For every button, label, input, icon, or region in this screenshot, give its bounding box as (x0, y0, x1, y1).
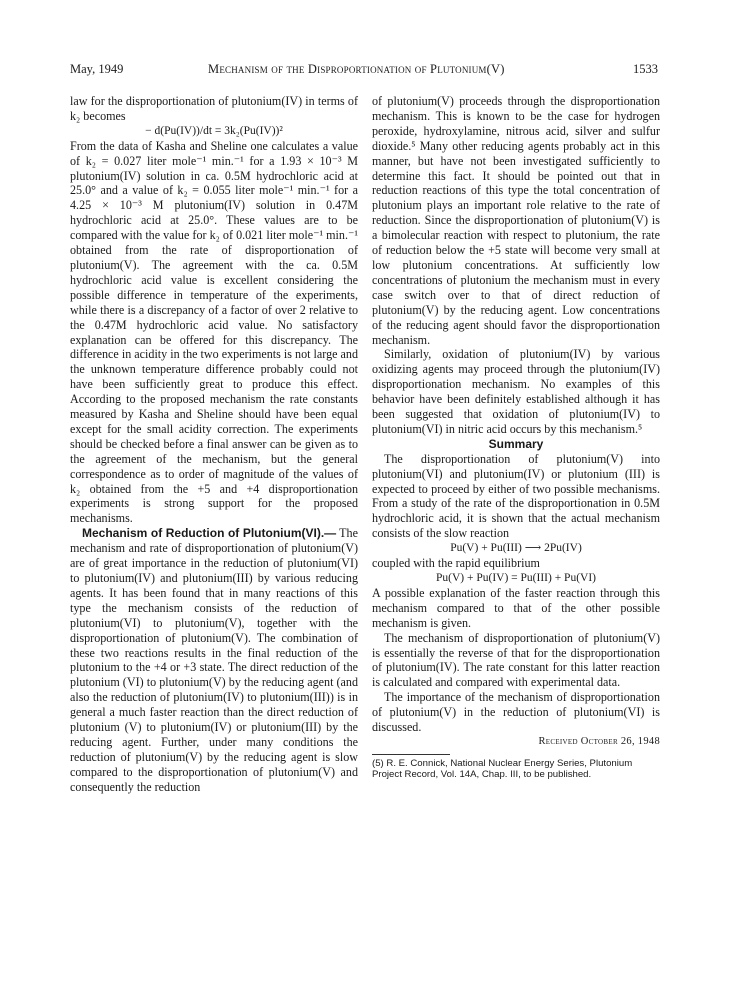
summary-coupled-text: coupled with the rapid equilibrium (372, 556, 540, 571)
slow-reaction-equation: Pu(V) + Pu(III) ⟶ 2Pu(IV) (450, 542, 582, 555)
summary-paragraph-1: The disproportionation of plutonium(V) into plutonium(VI) and plutonium(IV) or plutonium (III) is expected to proceed by either of two possible mechanisms. From a study of the rate of the disproportionation in 0.5M hydrochloric acid, it is shown that the actual mechanism consists of the slow reaction (372, 451, 660, 541)
received-date: Received October 26, 1948 (538, 735, 660, 747)
summary-heading: Summary (488, 436, 544, 451)
running-title: Mechanism of the Disproportionation of Plutonium(V) (208, 62, 505, 76)
left-paragraph-3-text: The mechanism and rate of disproportionation of plutonium(V) are of great importance in the reduction of plutonium(VI) to plutonium(IV) and plutonium(III) by various reducing agents. It has been found that in many reactions of this type the mechanism consists of the reduction of plutonium(VI) to plutonium(V), together with the disproportionation of plutonium(V). The combination of these two reactions results in the final reduction of the plutonium to the +4 or +3 state. The direct reduction of the plutonium (VI) to plutonium(V) by the reducing agent (and also the reduction of plutonium(IV) to plutonium(III)) is in general a much faster reaction than the direct reduction of plutonium (V) to plutonium(IV) or plutonium(III) by the reducing agent. Further, under many conditions the reduction of plutonium(V) by the reducing agent is slow compared to the disproportionation of plutonium(V) and consequently the reduction (70, 526, 358, 794)
summary-paragraph-3: The importance of the mechanism of disproportionation of plutonium(V) in the reduction of plutonium(VI) is discussed. (372, 690, 660, 735)
page-number: 1533 (633, 62, 658, 76)
summary-explanation: A possible explanation of the faster reaction through this mechanism compared to that of the other possible mechanism is given. (372, 585, 660, 630)
right-paragraph-1: of plutonium(V) proceeds through the disproportionation mechanism. This is known to be the case for hydrogen peroxide, hydroxylamine, nitrous acid, silver and sulfur dioxide.⁵ Many other reducing agents probably act in this manner, but have not been investigated sufficiently to determine this fact. It should be pointed out that in reduction reactions of this type the total concentration of plutonium plays an important role relative to the rate of reduction. Since the disproportionation of plutonium(V) is a bimolecular reaction with respect to plutonium, the rate of reduction below the +5 state will become very small at low plutonium concentrations. At sufficiently low concentrations of plutonium the mechanism must in every case switch over to that of direct reduction of plutonium(V) by the reducing agent. Low concentrations of the reducing agent should favor the disproportionation mechanism. (372, 94, 660, 347)
summary-paragraph-2: The mechanism of disproportionation of plutonium(V) is essentially the reverse of that for the disproportionation of plutonium(IV). The rate constant for this latter reaction is calculated and compared with experimental data. (372, 630, 660, 690)
rate-law-equation: − d(Pu(IV))/dt = 3k₂(Pu(IV))² (145, 124, 283, 137)
section-heading-reduction: Mechanism of Reduction of Plutonium(VI).— (82, 526, 337, 541)
issue-date: May, 1949 (70, 62, 124, 76)
left-paragraph-3 (70, 526, 358, 794)
footnote-rule (372, 754, 450, 755)
left-column (70, 94, 358, 795)
left-paragraph-1: law for the disproportionation of plutonium(IV) in terms of k₂ becomes (70, 94, 358, 123)
right-column (372, 94, 660, 781)
right-paragraph-2: Similarly, oxidation of plutonium(IV) by various oxidizing agents may proceed through the plutonium(IV) disproportionation mechanism. No examples of this behavior have been definitely established although it has been suggested that oxidation of plutonium(IV) to plutonium(VI) in nitric acid occurs by this mechanism.⁵ (372, 347, 660, 436)
footnote-5: (5) R. E. Connick, National Nuclear Energy Series, Plutonium Project Record, Vol. 14A, Chap. III, to be published. (372, 757, 633, 781)
equilibrium-equation: Pu(V) + Pu(IV) = Pu(III) + Pu(VI) (436, 572, 596, 584)
running-header (70, 62, 658, 80)
left-paragraph-2: From the data of Kasha and Sheline one calculates a value of k₂ = 0.027 liter mole⁻¹ min.⁻¹ for a 1.93 × 10⁻³ M plutonium(IV) solution in ca. 0.5M hydrochloric acid at 25.0° and a value of k₂ = 0.055 liter mole⁻¹ min.⁻¹ for a 4.25 × 10⁻³ M plutonium(IV) solution in 0.47M hydrochloric acid at 25.0°. These values are to be compared with the value for k₂ of 0.021 liter mole⁻¹ min.⁻¹ obtained from the rate of disproportionation of plutonium(V). The agreement with the ca. 0.5M hydrochloric acid value is excellent considering the possible difference in temperature of the experiments, while there is a discrepancy of a factor of over 2 relative to the 0.47M hydrochloric acid value. No satisfactory explanation can be offered for this discrepancy. The difference in acidity in the two experiments is not large and the unknown temperature difference probably could not have been sufficiently great to produce this effect. According to the proposed mechanism the rate constants measured by Kasha and Sheline should have been equal except for the small acidity correction. The experiments should be checked before a final answer can be given as to the agreement of the mechanism, but the general correspondence as to order of magnitude of the values of k₂ obtained from the +5 and +4 disproportionation experiments is strong support for the proposed mechanisms. (70, 138, 358, 526)
